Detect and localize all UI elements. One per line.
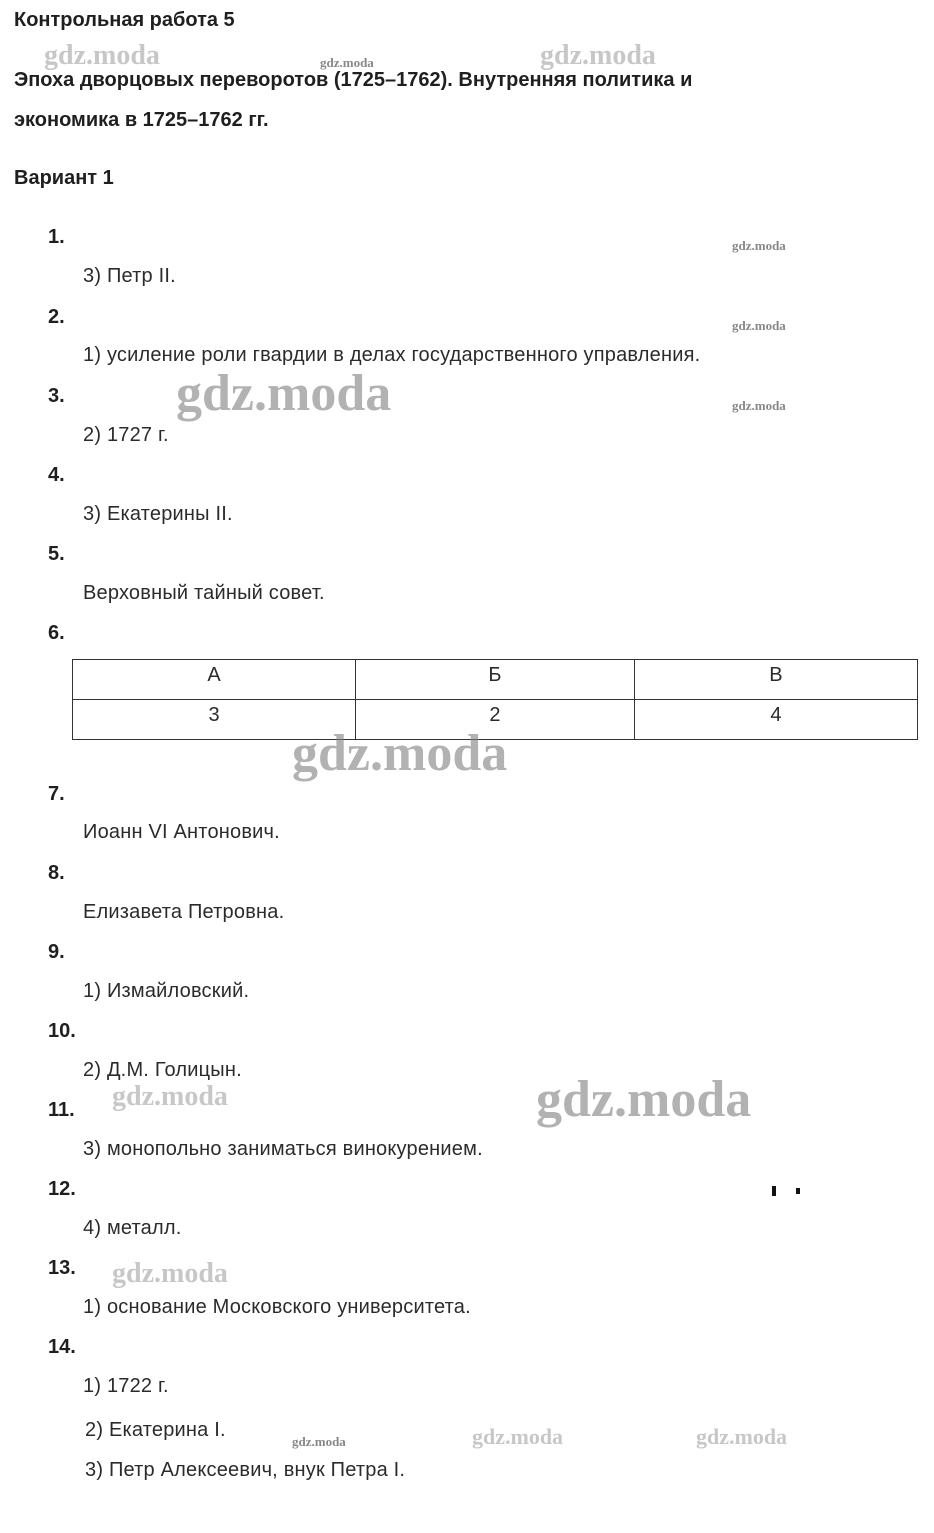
watermark: gdz.moda: [540, 40, 656, 71]
watermark: gdz.moda: [112, 1081, 228, 1112]
question-number: 1.: [48, 226, 65, 248]
question-answer: 3) Екатерины II.: [83, 503, 233, 525]
question-number: 5.: [48, 543, 65, 565]
question-answer: Верховный тайный совет.: [83, 582, 325, 604]
watermark: gdz.moda: [292, 725, 508, 782]
table-header-cell: В: [634, 660, 917, 700]
question-answer-extra: 3) Петр Алексеевич, внук Петра I.: [85, 1459, 406, 1481]
watermark: gdz.moda: [176, 365, 392, 422]
question-answer: 1) 1722 г.: [83, 1375, 169, 1397]
question-number: 4.: [48, 464, 65, 486]
question-number: 3.: [48, 385, 65, 407]
table-cell: 3: [73, 700, 356, 740]
watermark: gdz.moda: [696, 1424, 788, 1449]
variant-title: Вариант 1: [14, 167, 114, 189]
question-answer: 2) 1727 г.: [83, 424, 169, 446]
question-number: 14.: [48, 1336, 76, 1358]
watermark: gdz.moda: [112, 1258, 228, 1289]
question-answer: 1) Измайловский.: [83, 980, 250, 1002]
watermark: gdz.moda: [732, 238, 786, 253]
question-answer: 2) Д.М. Голицын.: [83, 1059, 242, 1081]
question-answer-extra: 2) Екатерина I.: [85, 1419, 226, 1441]
table-header-row: [73, 660, 918, 700]
question-number: 6.: [48, 622, 65, 644]
watermark: gdz.moda: [472, 1424, 564, 1449]
watermark: gdz.moda: [732, 398, 786, 413]
watermark: gdz.moda: [292, 1434, 346, 1449]
question-answer: 4) металл.: [83, 1217, 182, 1239]
table-header-cell: А: [73, 660, 356, 700]
question-answer: 3) Петр II.: [83, 265, 176, 287]
watermark: gdz.moda: [44, 40, 160, 71]
table-cell: 4: [634, 700, 917, 740]
question-answer: 1) основание Московского университета.: [83, 1296, 471, 1318]
question-answer: Елизавета Петровна.: [83, 901, 285, 923]
question-number: 12.: [48, 1178, 76, 1200]
watermark: gdz.moda: [732, 318, 786, 333]
question-number: 11.: [48, 1099, 75, 1121]
question-number: 13.: [48, 1257, 76, 1279]
question-number: 2.: [48, 306, 65, 328]
topic-line-1: Эпоха дворцовых переворотов (1725–1762). Внутренняя политика и: [14, 69, 693, 91]
question-answer: 3) монопольно заниматься винокурением.: [83, 1138, 483, 1160]
question-number: 7.: [48, 783, 65, 805]
watermark: gdz.moda: [320, 55, 374, 70]
question-number: 10.: [48, 1020, 76, 1042]
watermark: gdz.moda: [536, 1071, 752, 1128]
question-answer: Иоанн VI Антонович.: [83, 821, 280, 843]
question-number: 8.: [48, 862, 65, 884]
work-title: Контрольная работа 5: [14, 9, 235, 31]
question-answer: 1) усиление роли гвардии в делах государственного управления.: [83, 344, 701, 366]
table-cell: 2: [356, 700, 635, 740]
topic-line-2: экономика в 1725–1762 гг.: [14, 109, 269, 131]
table-header-cell: Б: [356, 660, 635, 700]
stray-mark: [796, 1188, 800, 1194]
question-number: 9.: [48, 941, 65, 963]
stray-mark: [772, 1186, 776, 1196]
